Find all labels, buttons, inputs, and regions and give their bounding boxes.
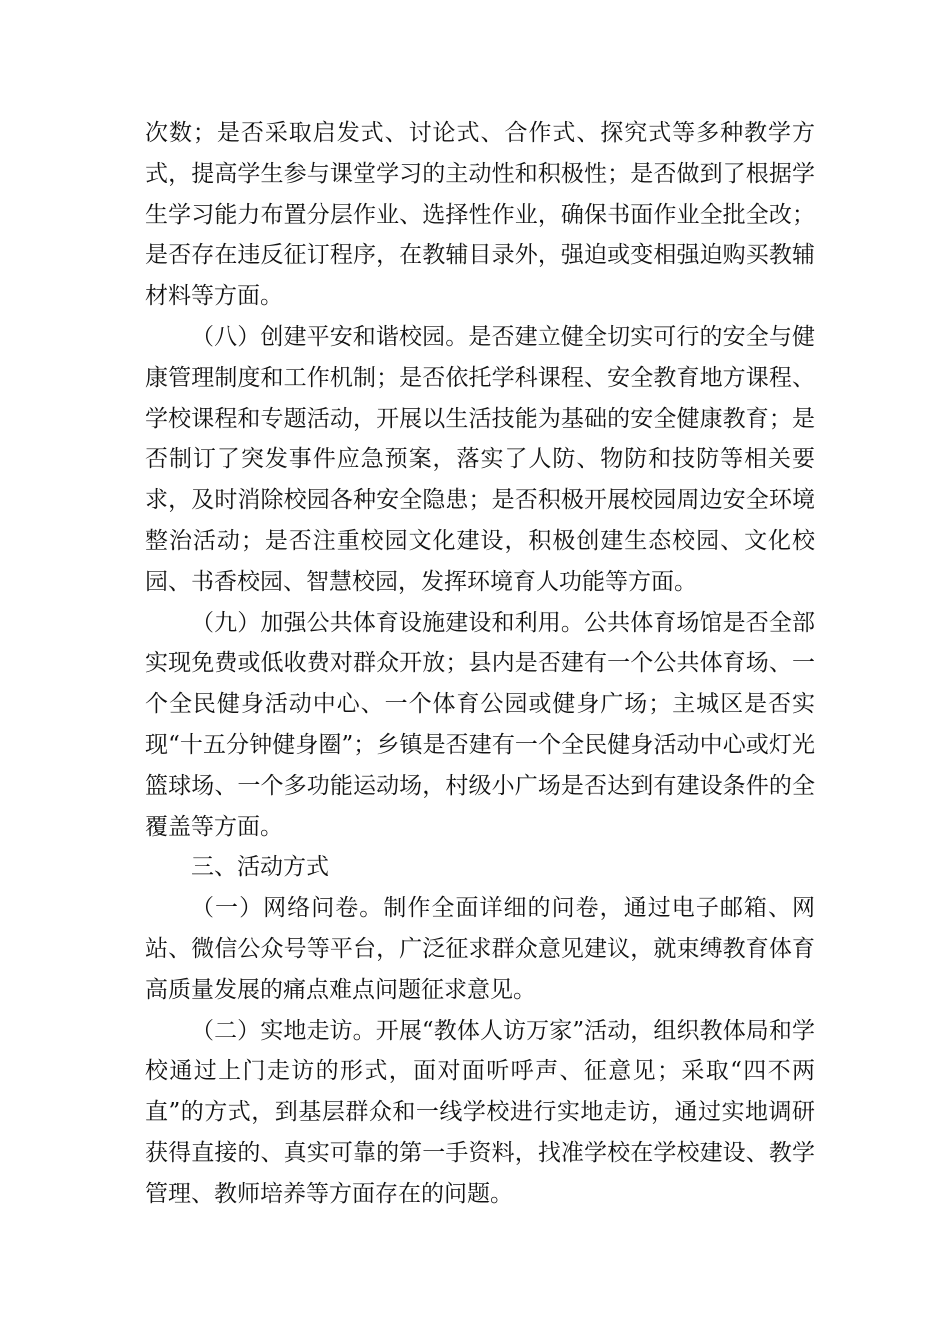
paragraph-section-9: （九）加强公共体育设施建设和利用。公共体育场馆是否全部实现免费或低收费对群众开放；县内是否建有一个公共体育场、一个全民健身活动中心、一个体育公园或健身广场；主城区是否实现“十五分钟健身圈”；乡镇是否建有一个全民健身活动中心或灯光篮球场、一个多功能运动场，村级小广场是否达到有建设条件的全覆盖等方面。	[145, 609, 815, 840]
paragraph-online-survey: （一）网络问卷。制作全面详细的问卷，通过电子邮箱、网站、微信公众号等平台，广泛征求群众意见建议，就束缚教育体育高质量发展的痛点难点问题征求意见。	[145, 895, 815, 1003]
document-body	[145, 113, 815, 1215]
section-heading-activity-method: 三、活动方式	[191, 854, 329, 881]
paragraph-section-8: （八）创建平安和谐校园。是否建立健全切实可行的安全与健康管理制度和工作机制；是否依托学科课程、安全教育地方课程、学校课程和专题活动，开展以生活技能为基础的安全健康教育；是否制订了突发事件应急预案，落实了人防、物防和技防等相关要求，及时消除校园各种安全隐患；是否积极开展校园周边安全环境整治活动；是否注重校园文化建设，积极创建生态校园、文化校园、书香校园、智慧校园，发挥环境育人功能等方面。	[145, 323, 815, 595]
paragraph-field-visit: （二）实地走访。开展“教体人访万家”活动，组织教体局和学校通过上门走访的形式，面对面听呼声、征意见；采取“四不两直”的方式，到基层群众和一线学校进行实地走访，通过实地调研获得直接的、真实可靠的第一手资料，找准学校在学校建设、教学管理、教师培养等方面存在的问题。	[145, 1017, 815, 1207]
paragraph-continuation: 次数；是否采取启发式、讨论式、合作式、探究式等多种教学方式，提高学生参与课堂学习的主动性和积极性；是否做到了根据学生学习能力布置分层作业、选择性作业，确保书面作业全批全改；是否存在违反征订程序，在教辅目录外，强迫或变相强迫购买教辅材料等方面。	[145, 120, 815, 310]
